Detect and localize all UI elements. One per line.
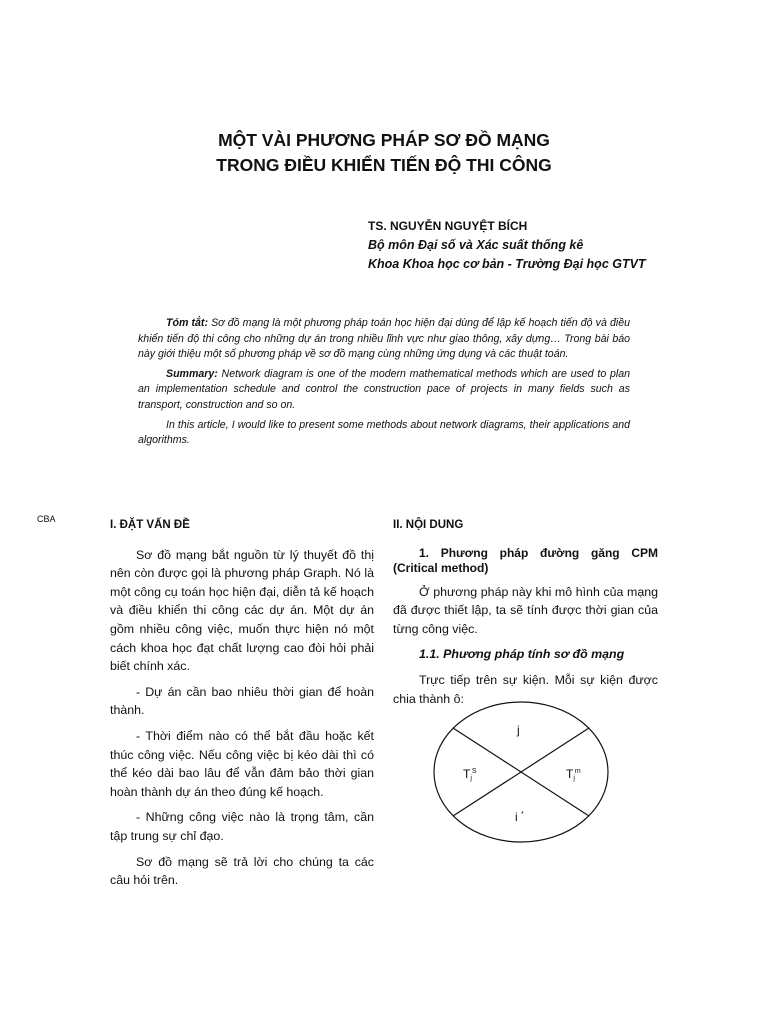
- subsection-heading-1: 1. Phương pháp đường găng CPM (Critical method): [393, 545, 658, 575]
- event-circle-diagram: [431, 700, 611, 846]
- author-affiliation-1: Bộ môn Đại số và Xác suất thống kê: [368, 238, 584, 252]
- paragraph: - Thời điểm nào có thể bắt đầu hoặc kết thúc công việc. Nếu công việc bị kéo dài thì có thể kéo dài bao lâu để vẫn đảm bảo thời gian hoàn thành dự án theo đúng kế hoạch.: [110, 728, 374, 799]
- diagram-label-left: [463, 766, 477, 785]
- subsection-heading-1-1: 1.1. Phương pháp tính sơ đồ mạng: [419, 647, 625, 662]
- paragraph: Ở phương pháp này khi mô hình của mạng đã được thiết lập, ta sẽ tính được thời gian của từng công việc.: [393, 584, 658, 636]
- paragraph: - Dự án cần bao nhiêu thời gian để hoàn thành.: [110, 684, 374, 718]
- diagram-label-bottom: [515, 809, 524, 823]
- diagram-label-top: j: [517, 723, 520, 737]
- abstract-english-2: In this article, I would like to present some methods about network diagrams, their applications and algorithms.: [138, 418, 630, 447]
- abstract-en-text: Network diagram is one of the modern mathematical methods which are used to plan an implementation schedule and control the construction pace of projects in many fields such as transport, construction and so on.: [138, 367, 630, 411]
- paragraph: Trực tiếp trên sự kiện. Mỗi sự kiện được chia thành ô:: [393, 672, 658, 706]
- right-label-base: T: [566, 767, 574, 781]
- paper-title: [0, 128, 768, 178]
- paragraph: Sơ đồ mạng bắt nguồn từ lý thuyết đồ thị nên còn được gọi là phương pháp Graph. Nó là một công cụ toán học hiện đại, diễn tả kế hoạch và điều khiển thi công các dự án. Một dự án gồm nhiều công việc, muốn thực hiện nó một cách khoa học đạt chất lượng cao đòi hỏi phải biết chính xác.: [110, 547, 374, 674]
- side-label: CBA: [37, 514, 56, 524]
- paragraph: - Những công việc nào là trọng tâm, cần tập trung sự chỉ đạo.: [110, 810, 374, 843]
- diagram-label-right: [566, 766, 581, 785]
- left-label-base: T: [463, 767, 471, 781]
- abstract-vi-label: Tóm tắt:: [166, 317, 208, 329]
- event-circle-svg: [431, 700, 611, 846]
- left-column: [110, 516, 374, 897]
- abstract: [138, 316, 630, 453]
- author-block: [368, 217, 646, 274]
- section-heading-2: II. NỘI DUNG: [393, 519, 464, 531]
- paragraph: Sơ đồ mạng sẽ trả lời cho chúng ta các câu hỏi trên.: [110, 854, 374, 888]
- author-name: TS. NGUYỄN NGUYỆT BÍCH: [368, 219, 528, 233]
- abstract-vietnamese: [138, 316, 630, 363]
- abstract-en-label: Summary:: [166, 367, 218, 380]
- title-line-1: MỘT VÀI PHƯƠNG PHÁP SƠ ĐỒ MẠNG: [218, 130, 550, 150]
- right-column: [393, 516, 658, 715]
- right-label-sup: m: [574, 768, 581, 775]
- title-line-2: TRONG ĐIỀU KHIỂN TIẾN ĐỘ THI CÔNG: [216, 155, 552, 175]
- right-label-sub: j: [573, 775, 575, 782]
- section-heading-1: I. ĐẶT VẤN ĐỀ: [110, 519, 190, 531]
- left-label-sup: S: [471, 768, 477, 775]
- abstract-english: [138, 367, 630, 414]
- abstract-vi-text: Sơ đồ mạng là một phương pháp toán học hiện đại dùng để lập kế hoạch tiến độ và điều khiển tiến độ thi công cho những dự án trong nhiều lĩnh vực như giao thông, xây dựng… Trong bài báo này giới thiệu một số phương pháp về sơ đồ mạng cùng những ứng dụng và các thuật toán.: [138, 317, 630, 361]
- author-affiliation-2: Khoa Khoa học cơ bản - Trường Đại học GTVT: [368, 257, 646, 271]
- bottom-label-base: i: [515, 810, 518, 824]
- left-label-sub: j: [470, 775, 472, 782]
- bottom-label-sup: *: [521, 811, 524, 818]
